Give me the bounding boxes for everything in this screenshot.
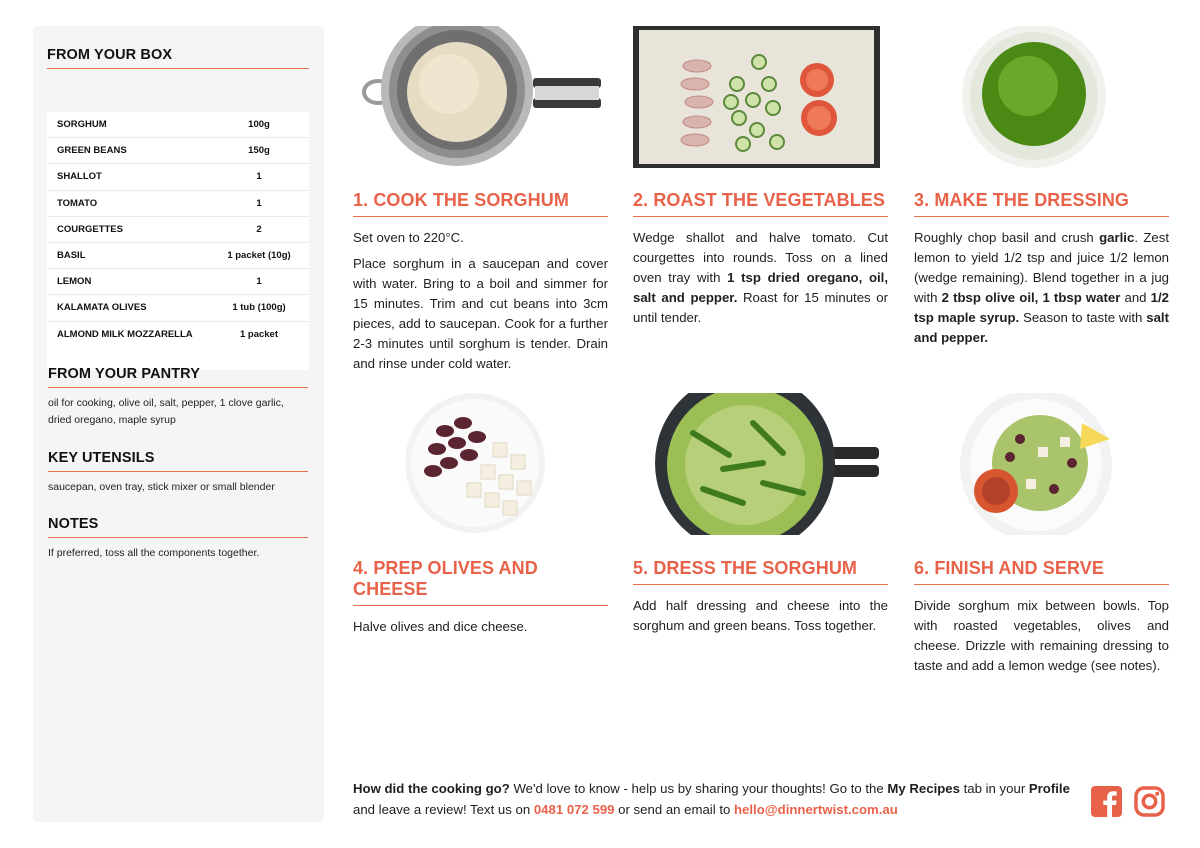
ingredient-qty: 1 packet: [239, 329, 279, 341]
step-3-bold: 2 tbsp olive oil, 1 tbsp water: [941, 290, 1121, 305]
table-row: [47, 269, 309, 295]
step-4-title: 4. PREP OLIVES AND CHEESE: [353, 558, 608, 606]
ingredient-name: BASIL: [57, 250, 86, 262]
key-utensils-heading: KEY UTENSILS: [48, 450, 308, 472]
table-row: [47, 191, 309, 217]
step-1-paragraph-2: Place sorghum in a saucepan and cover with water. Bring to a boil and simmer for 15 minutes. Trim and cut beans into 3cm pieces, add to saucepan. Cook for a further 2-3 minutes until sorghum is tender. Drain and rinse under cold water.: [353, 256, 608, 371]
step-2-body: [633, 228, 888, 328]
footer-text: or send an email to: [614, 802, 734, 817]
ingredient-qty: 100g: [248, 119, 270, 131]
ingredient-name: SORGHUM: [57, 119, 107, 131]
step-6-body: [914, 596, 1169, 676]
step-6: [914, 558, 1169, 676]
ingredient-name: ALMOND MILK MOZZARELLA: [57, 329, 193, 341]
ingredients-sidebar: [33, 26, 324, 822]
step-3-body: [914, 228, 1169, 348]
step-2-title: 2. ROAST THE VEGETABLES: [633, 190, 888, 217]
phone-number[interactable]: 0481 072 599: [533, 802, 615, 817]
footer-bold: How did the cooking go?: [353, 781, 510, 796]
table-row: [47, 295, 309, 321]
ingredient-name: COURGETTES: [57, 223, 123, 235]
step-3-bold: garlic: [1099, 230, 1135, 245]
ingredient-name: KALAMATA OLIVES: [57, 302, 147, 314]
footer-text: and leave a review! Text us on: [353, 802, 534, 817]
ingredient-name: LEMON: [57, 276, 92, 288]
table-row: [47, 164, 309, 190]
finished-bowl-photo: [914, 393, 1168, 535]
pantry-section: [48, 366, 308, 428]
from-your-pantry-heading: FROM YOUR PANTRY: [48, 366, 308, 388]
pantry-text: oil for cooking, olive oil, salt, pepper, 1 clove garlic, dried oregano, maple syrup: [48, 397, 284, 426]
ingredient-qty: 1 packet (10g): [227, 250, 291, 262]
footer-text: We'd love to know - help us by sharing your thoughts! Go to the: [509, 781, 888, 796]
ingredients-table: [47, 112, 309, 370]
step-2-text: Roast for 15 minutes or until tender.: [633, 290, 888, 325]
step-3: [914, 190, 1169, 348]
table-row: [47, 217, 309, 243]
roasting-tray-photo: [633, 26, 880, 168]
table-row: [47, 322, 309, 348]
olives-cheese-photo: [353, 393, 607, 535]
step-3-bold: salt and pepper.: [914, 310, 1169, 345]
step-6-title: 6. FINISH AND SERVE: [914, 558, 1169, 585]
ingredient-name: GREEN BEANS: [57, 145, 127, 157]
step-3-bold: 1/2 tsp maple syrup.: [914, 290, 1169, 325]
step-3-text: Roughly chop basil and crush: [914, 230, 1100, 245]
utensils-section: [48, 450, 308, 496]
table-row: [47, 138, 309, 164]
step-1-title: 1. COOK THE SORGHUM: [353, 190, 608, 217]
step-2-bold: 1 tsp dried oregano, oil, salt and pepper.: [633, 270, 888, 305]
ingredient-qty: 1: [256, 171, 262, 183]
ingredient-qty: 1: [256, 276, 262, 288]
from-your-box-heading: FROM YOUR BOX: [47, 47, 309, 69]
step-1-body: [353, 228, 608, 374]
step-1-paragraph-1: Set oven to 220°C.: [353, 230, 464, 245]
utensils-text: saucepan, oven tray, stick mixer or small blender: [48, 481, 275, 493]
table-row: [47, 112, 309, 138]
instagram-icon[interactable]: [1134, 786, 1165, 817]
sorghum-strainer-photo: [353, 26, 607, 168]
step-2: [633, 190, 888, 328]
ingredient-qty: 1 tub (100g): [232, 302, 286, 314]
step-4-paragraph: Halve olives and dice cheese.: [353, 619, 528, 634]
footer-text: tab in your: [959, 781, 1029, 796]
step-5-body: [633, 596, 888, 636]
ingredient-qty: 150g: [248, 145, 270, 157]
facebook-icon[interactable]: [1091, 786, 1122, 817]
notes-section: [48, 516, 308, 562]
table-row: [47, 243, 309, 269]
step-1: [353, 190, 608, 374]
notes-text: If preferred, toss all the components together.: [48, 547, 260, 559]
step-3-title: 3. MAKE THE DRESSING: [914, 190, 1169, 217]
email-link[interactable]: hello@dinnertwist.com.au: [734, 802, 898, 817]
step-4-body: [353, 617, 608, 637]
step-5-paragraph: Add half dressing and cheese into the sorghum and green beans. Toss together.: [633, 598, 888, 633]
dressing-jug-photo: [914, 26, 1168, 168]
step-2-text: Wedge shallot and halve tomato. Cut courgettes into rounds. Toss on a lined oven tray with: [633, 230, 888, 285]
dressed-sorghum-pan-photo: [633, 393, 880, 535]
ingredient-qty: 1: [256, 197, 262, 209]
notes-heading: NOTES: [48, 516, 308, 538]
step-6-paragraph: Divide sorghum mix between bowls. Top with roasted vegetables, olives and cheese. Drizzle with remaining dressing to taste and add a lemon wedge (see notes).: [914, 598, 1169, 673]
profile-label: Profile: [1028, 781, 1070, 796]
ingredient-qty: 2: [256, 223, 262, 235]
ingredient-name: SHALLOT: [57, 171, 102, 183]
step-5: [633, 558, 888, 636]
step-5-title: 5. DRESS THE SORGHUM: [633, 558, 888, 585]
ingredient-name: TOMATO: [57, 197, 98, 209]
my-recipes-label: My Recipes: [887, 781, 960, 796]
step-3-text: Season to taste with: [1019, 310, 1147, 325]
step-4: [353, 558, 608, 637]
feedback-footer: [353, 778, 1073, 820]
step-3-text: and: [1120, 290, 1151, 305]
step-3-text: . Zest lemon to yield 1/2 tsp and juice 1/2 lemon (wedge remaining). Blend together in a jug with: [914, 230, 1169, 305]
